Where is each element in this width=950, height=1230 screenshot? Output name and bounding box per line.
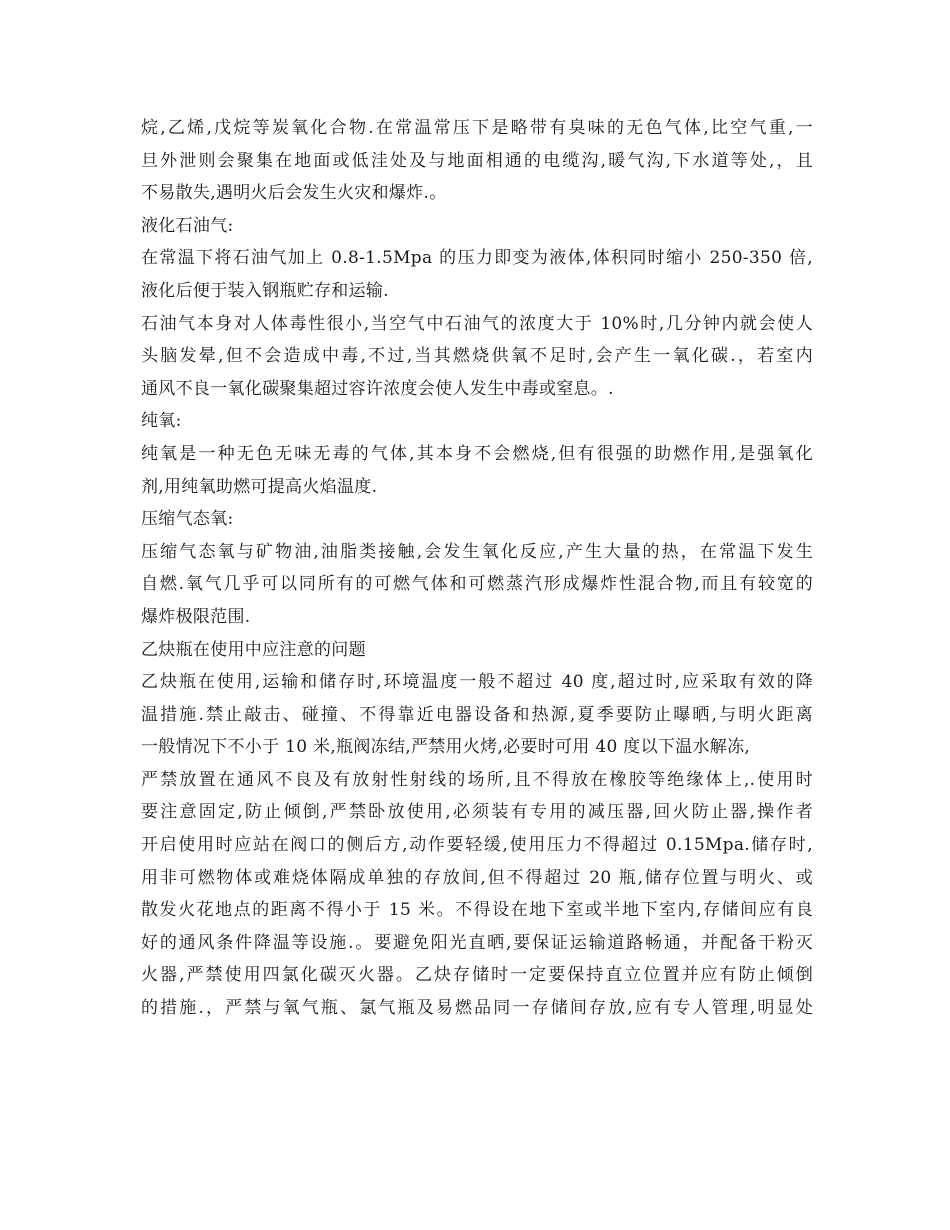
text-line: 要注意固定,防止倾倒,严禁卧放使用,必须装有专用的减压器,回火防止器,操作者: [141, 802, 813, 823]
text-line: 旦外泄则会聚集在地面或低洼处及与地面相通的电缆沟,暖气沟,下水道等处,，且: [141, 150, 813, 171]
text-line: 用非可燃物体或难烧体隔成单独的存放间,但不得超过 20 瓶,储存位置与明火、或: [141, 867, 813, 888]
text-line: 自燃.氧气几乎可以同所有的可燃气体和可燃蒸汽形成爆炸性混合物,而且有较宽的: [141, 574, 813, 595]
text-line: 的措施.，严禁与氧气瓶、氯气瓶及易燃品同一存储间存放,应有专人管理,明显处: [141, 998, 813, 1019]
text-line: 液化后便于装入钢瓶贮存和运输.: [141, 280, 389, 301]
text-line: 液化石油气:: [141, 215, 234, 236]
text-line: 温措施.禁止敲击、碰撞、不得靠近电器设备和热源,夏季要防止曝晒,与明火距离: [141, 704, 813, 725]
text-line: 压缩气态氧与矿物油,油脂类接触,会发生氧化反应,产生大量的热，在常温下发生: [141, 541, 813, 562]
text-line: 纯氧是一种无色无味无毒的气体,其本身不会燃烧,但有很强的助燃作用,是强氧化: [141, 443, 813, 464]
text-line: 压缩气态氧:: [141, 509, 234, 530]
text-line: 通风不良一氧化碳聚集超过容许浓度会使人发生中毒或窒息。.: [141, 378, 614, 399]
text-line: 乙炔瓶在使用,运输和储存时,环境温度一般不超过 40 度,超过时,应采取有效的降: [141, 672, 813, 693]
text-line: 乙炔瓶在使用中应注意的问题: [141, 639, 366, 660]
text-line: 头脑发晕,但不会造成中毒,不过,当其燃烧供氧不足时,会产生一氧化碳.，若室内: [141, 346, 813, 367]
text-line: 烷,乙烯,戊烷等炭氧化合物.在常温常压下是略带有臭味的无色气体,比空气重,一: [141, 118, 813, 138]
text-line: 纯氧:: [141, 411, 182, 432]
text-line: 火器,严禁使用四氯化碳灭火器。乙炔存储时一定要保持直立位置并应有防止倾倒: [141, 965, 813, 986]
text-line: 在常温下将石油气加上 0.8-1.5Mpa 的压力即变为液体,体积同时缩小 250-350 倍,: [141, 248, 813, 269]
document-body: [141, 112, 813, 1025]
text-line: 严禁放置在通风不良及有放射性射线的场所,且不得放在橡胶等绝缘体上,.使用时: [141, 769, 813, 790]
text-line: 好的通风条件降温等设施.。要避免阳光直晒,要保证运输道路畅通，并配备干粉灭: [141, 932, 813, 953]
text-line: 爆炸极限范围.: [141, 606, 251, 627]
text-line: 一般情况下不小于 10 米,瓶阀冻结,严禁用火烤,必要时可用 40 度以下温水解冻,: [141, 737, 751, 758]
text-line: 开启使用时应站在阀口的侧后方,动作要轻缓,使用压力不得超过 0.15Mpa.储存时,: [141, 835, 813, 856]
text-line: 剂,用纯氧助燃可提高火焰温度.: [141, 476, 378, 497]
text-line: 石油气本身对人体毒性很小,当空气中石油气的浓度大于 10%时,几分钟内就会使人: [141, 313, 813, 334]
text-line: 不易散失,遇明火后会发生火灾和爆炸.。: [141, 183, 447, 204]
text-line: 散发火花地点的距离不得小于 15 米。不得设在地下室或半地下室内,存储间应有良: [141, 900, 813, 921]
